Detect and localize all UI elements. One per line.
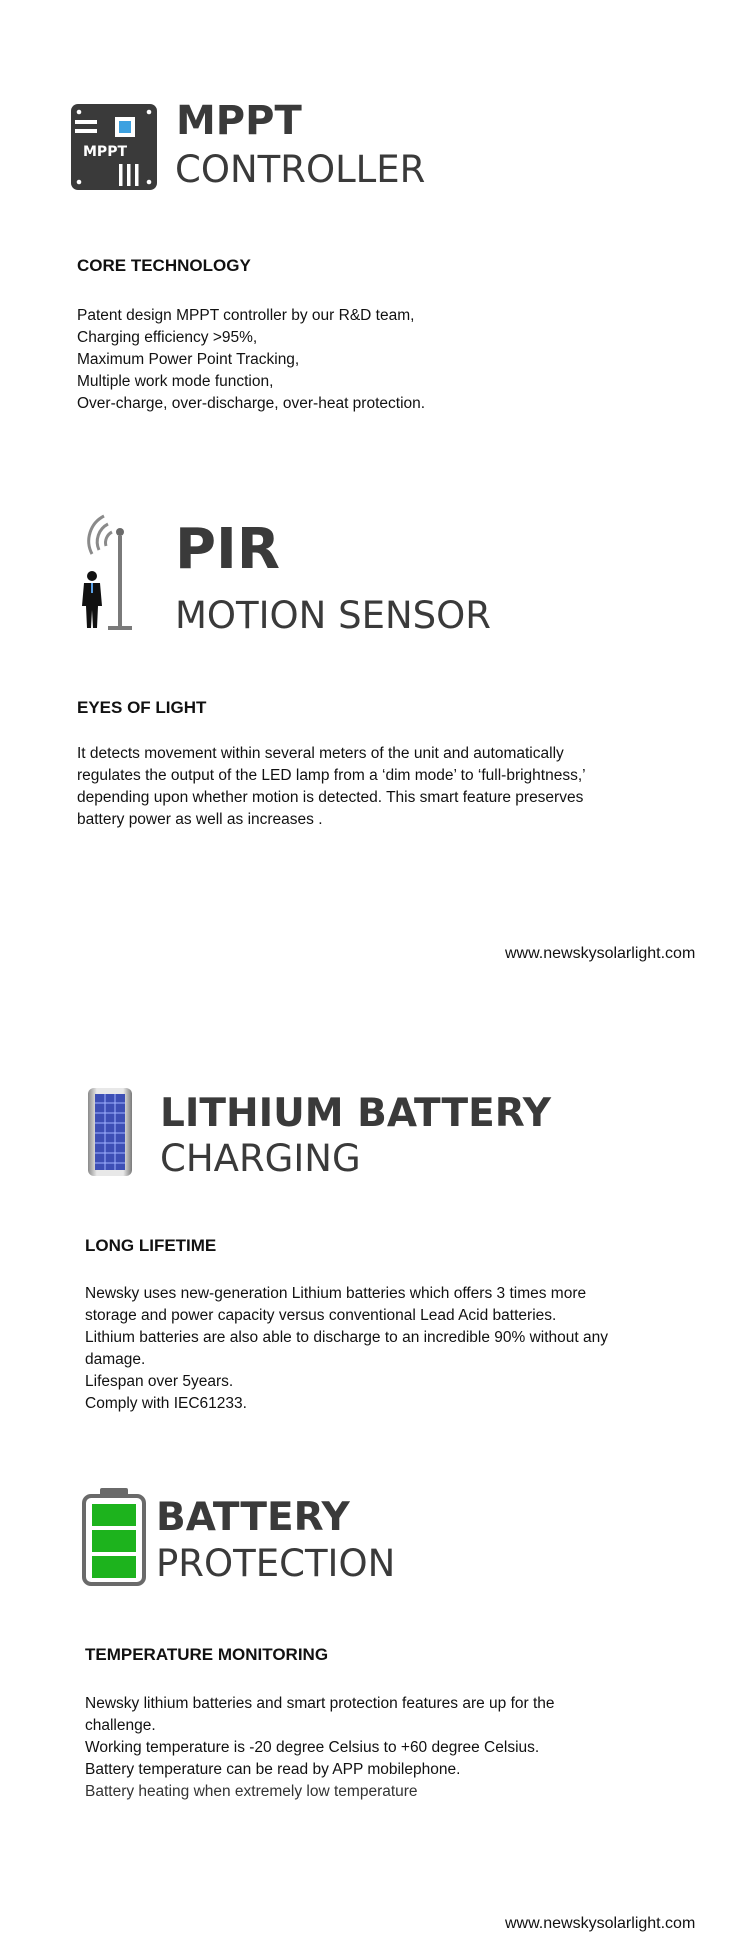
- lithium-line: Lithium batteries are also able to discharge to an incredible 90% without any: [85, 1329, 609, 1346]
- pir-title-bold: PIR: [175, 517, 280, 582]
- lithium-line: storage and power capacity versus conventional Lead Acid batteries.: [85, 1307, 557, 1324]
- pir-title-light: MOTION SENSOR: [175, 594, 491, 637]
- protection-line: challenge.: [85, 1717, 156, 1734]
- lithium-heading: LONG LIFETIME: [85, 1236, 217, 1255]
- mppt-description: [77, 305, 425, 415]
- mppt-line: Maximum Power Point Tracking,: [77, 351, 300, 368]
- solar-battery-icon: [86, 1086, 134, 1178]
- website-url[interactable]: www.newskysolarlight.com: [505, 945, 696, 962]
- protection-line: Battery heating when extremely low temperature: [85, 1783, 418, 1800]
- mppt-title-light: CONTROLLER: [175, 148, 426, 191]
- website-url[interactable]: www.newskysolarlight.com: [505, 1915, 696, 1932]
- pir-section: [0, 500, 740, 970]
- lithium-line: Newsky uses new-generation Lithium batteries which offers 3 times more: [85, 1285, 587, 1302]
- lithium-title-light: CHARGING: [160, 1137, 361, 1180]
- lithium-line: Lifespan over 5years.: [85, 1373, 234, 1390]
- protection-section: [0, 1480, 740, 1820]
- mppt-chip-label: MPPT: [83, 144, 128, 160]
- lithium-title-bold: LITHIUM BATTERY: [160, 1091, 551, 1136]
- protection-line: Newsky lithium batteries and smart protection features are up for the: [85, 1695, 555, 1712]
- mppt-title-bold: MPPT: [176, 98, 302, 144]
- protection-description: [85, 1693, 555, 1803]
- mppt-line: Multiple work mode function,: [77, 373, 274, 390]
- lithium-line: Comply with IEC61233.: [85, 1395, 247, 1412]
- mppt-line: Patent design MPPT controller by our R&D team,: [77, 307, 415, 324]
- pir-heading: EYES OF LIGHT: [77, 698, 207, 717]
- mppt-line: Over-charge, over-discharge, over-heat protection.: [77, 395, 426, 412]
- pir-line: It detects movement within several meters of the unit and automatically: [77, 745, 564, 762]
- motion-sensor-icon: [78, 510, 158, 635]
- pir-description: [77, 743, 586, 831]
- pir-line: regulates the output of the LED lamp from a ‘dim mode’ to ‘full-brightness,’: [77, 767, 586, 784]
- protection-title-light: PROTECTION: [156, 1542, 396, 1585]
- mppt-chip-icon: [71, 104, 157, 190]
- protection-line: Working temperature is -20 degree Celsius to +60 degree Celsius.: [85, 1739, 540, 1756]
- protection-heading: TEMPERATURE MONITORING: [85, 1645, 329, 1664]
- lithium-description: [85, 1283, 608, 1415]
- mppt-line: Charging efficiency >95%,: [77, 329, 258, 346]
- battery-level-icon: [82, 1488, 146, 1586]
- mppt-section: [0, 0, 740, 420]
- mppt-heading: CORE TECHNOLOGY: [77, 256, 251, 275]
- protection-title-bold: BATTERY: [156, 1495, 350, 1540]
- lithium-line: damage.: [85, 1351, 146, 1368]
- pir-line: battery power as well as increases .: [77, 811, 323, 828]
- pir-line: depending upon whether motion is detected. This smart feature preserves: [77, 789, 584, 806]
- lithium-section: [0, 1080, 740, 1440]
- protection-line: Battery temperature can be read by APP mobilephone.: [85, 1761, 461, 1778]
